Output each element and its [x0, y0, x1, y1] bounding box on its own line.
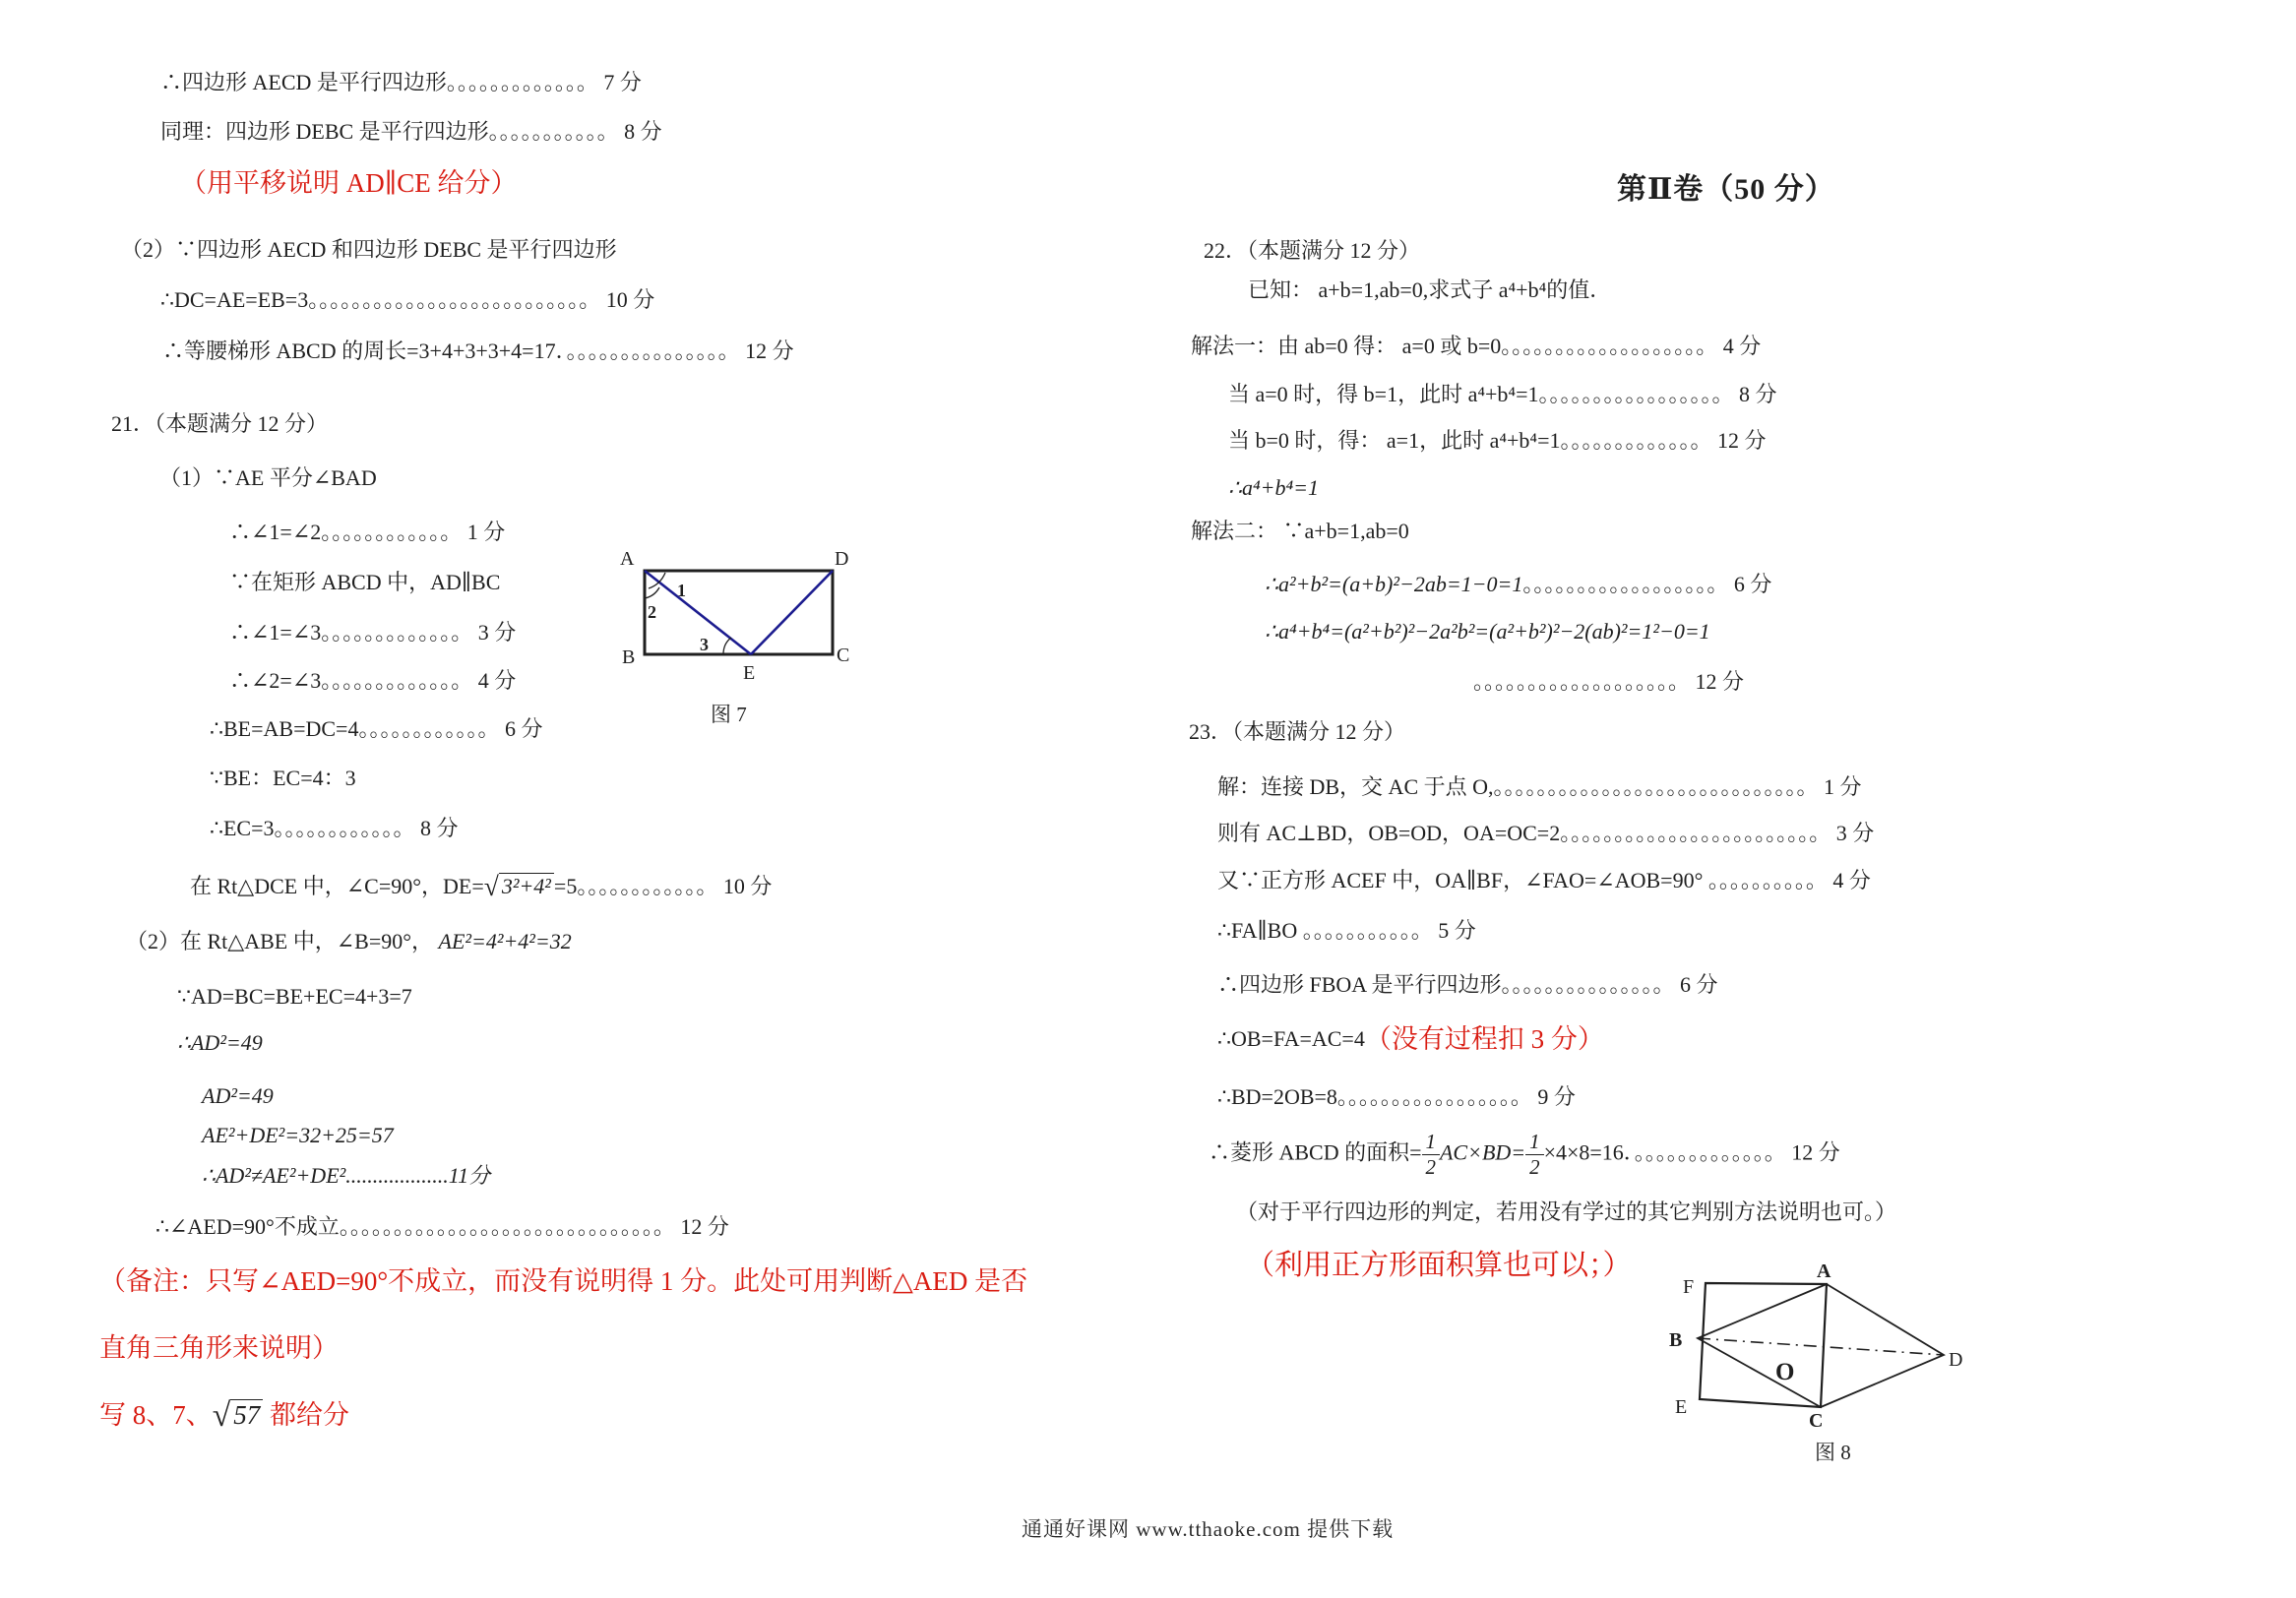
area-suffix: ×4×8=16．。。。。。。。。。。。。。 12 分	[1543, 1139, 1840, 1165]
q23-heading: 23．（本题满分 12 分）	[1189, 719, 1406, 744]
q21-part1-line1: （1）∵AE 平分∠BAD	[159, 465, 377, 490]
q23-step-5pts: ∴FA∥BO 。。。。。。。。。。。 5 分	[1217, 918, 1476, 943]
radical-sign: √	[483, 871, 499, 901]
figure-8-caption: 图 8	[1815, 1441, 1851, 1464]
q22-method2-formula-2: ∴a⁴+b⁴=(a²+b²)²−2a²b²=(a²+b²)²−2(ab)²=1²−0=1	[1265, 619, 1710, 644]
figure-8-drawing	[1661, 1252, 1966, 1439]
vertex-label-b: B	[622, 646, 636, 668]
method2-formula-1: ∴a²+b²=(a+b)²−2ab=1−0=1	[1265, 572, 1523, 596]
area-mid: AC×BD=	[1439, 1139, 1526, 1165]
q22-method1-step-8pts: 当 a=0 时，得 b=1，此时 a⁴+b⁴=1。。。。。。。。。。。。。。。。。 8 分	[1228, 382, 1777, 406]
vertex-label-d: D	[835, 548, 849, 570]
q21-line-ad49a: ∴AD²=49	[177, 1030, 263, 1055]
vertex-label-a: A	[620, 548, 635, 570]
q21-red-note-line1: （备注：只写∠AED=90°不成立，而没有说明得 1 分。此处可用判断△AED 是否	[99, 1266, 1028, 1296]
figure-7-drawing	[608, 539, 884, 692]
q20-step-12pts: ∴等腰梯形 ABCD 的周长=3+4+3+3+4=17．。。。。。。。。。。。。。。。 12 分	[162, 338, 794, 363]
q21-step-1pt: ∴∠1=∠2。。。。。。。。。。。。 1 分	[229, 520, 506, 544]
q20-red-grading-note: （用平移说明 AD∥CE 给分）	[180, 168, 518, 198]
q22-method2-step-12pts: 。。。。。。。。。。。。。。。。。。。 12 分	[1473, 669, 1745, 694]
q23-step-6pts: ∴四边形 FBOA 是平行四边形。。。。。。。。。。。。。。。 6 分	[1217, 972, 1718, 997]
section-title: 第Ⅱ卷（50 分）	[1617, 173, 1835, 206]
segment-de	[751, 571, 833, 654]
angle-arc-2	[645, 587, 659, 598]
vertex-label-b: B	[1669, 1329, 1683, 1351]
part2-prefix: （2）在 Rt△ABE 中，∠B=90°，	[126, 929, 434, 953]
angle-arc-3	[723, 638, 731, 654]
sqrt-expression	[483, 871, 554, 901]
q23-ob-line	[1217, 1023, 1604, 1057]
q23-step-3pts: 则有 AC⊥BD，OB=OD，OA=OC=2。。。。。。。。。。。。。。。。。。。。。。。。 3 分	[1217, 821, 1875, 845]
frac1-denominator: 2	[1425, 1154, 1436, 1179]
q21-step-8pts: ∴EC=3。。。。。。。。。。。。 8 分	[210, 816, 459, 840]
q23-step-4pts: 又∵正方形 ACEF 中，OA∥BF，∠FAO=∠AOB=90° 。。。。。。。。。。 4 分	[1217, 868, 1871, 892]
q22-heading: 22．（本题满分 12 分）	[1204, 238, 1421, 263]
q22-given: 已知： a+b=1,ab=0,求式子 a⁴+b⁴的值．	[1248, 277, 1612, 302]
angle-number-3: 3	[700, 635, 709, 654]
q22-method2-line1: 解法二： ∵a+b=1,ab=0	[1191, 519, 1409, 543]
q21-step-4pts: ∴∠2=∠3。。。。。。。。。。。。。 4 分	[229, 668, 517, 693]
vertex-label-e: E	[1675, 1396, 1688, 1418]
rhombus-edges-ad-dc	[1821, 1284, 1944, 1407]
q21-red-note-line3	[99, 1395, 349, 1437]
ob-line-black: ∴OB=FA=AC=4	[1217, 1026, 1365, 1051]
q21-step-3pts: ∴∠1=∠3。。。。。。。。。。。。。 3 分	[229, 620, 517, 645]
figure-7-caption: 图 7	[711, 703, 747, 726]
q21-line-rect-abcd: ∵在矩形 ABCD 中，AD∥BC	[229, 570, 501, 594]
q21-line-ad49b: AD²=49	[202, 1083, 274, 1108]
q20-step-8pts: 同理：四边形 DEBC 是平行四边形。。。。。。。。。。。 8 分	[160, 119, 662, 144]
q21-heading: 21．（本题满分 12 分）	[111, 411, 329, 436]
sqrt-radicand: 3²+4²	[499, 873, 554, 898]
center-label-o: O	[1775, 1359, 1795, 1385]
vertex-label-d: D	[1949, 1349, 1963, 1371]
q21-red-note-line2: 直角三角形来说明）	[99, 1333, 339, 1363]
segment-ae	[645, 571, 751, 654]
ob-line-red-note: （没有过程扣 3 分）	[1364, 1024, 1604, 1054]
rectangle-abcd	[645, 571, 833, 654]
q20-part2-line1: （2）∵四边形 AECD 和四边形 DEBC 是平行四边形	[121, 237, 617, 262]
q23-red-note: （利用正方形面积算也可以；）	[1246, 1250, 1632, 1281]
method2-dots-1: 。。。。。。。。。。。。。。。。。。 6 分	[1522, 572, 1772, 596]
q23-step-1pt: 解：连接 DB，交 AC 于点 O,。。。。。。。。。。。。。。。。。。。。。。。。。。。。。 1 分	[1217, 774, 1862, 799]
vertex-label-e: E	[743, 662, 756, 684]
vertex-label-c: C	[1809, 1410, 1824, 1432]
q22-method2-step-6pts	[1265, 571, 1771, 598]
vertex-label-c: C	[837, 645, 850, 666]
radical-sign: √	[212, 1397, 231, 1434]
q21-part2-line1	[126, 928, 572, 955]
sqrt57-expression	[212, 1397, 264, 1434]
fraction-one-half-1	[1422, 1132, 1440, 1178]
q21-step-12pts: ∴∠AED=90°不成立。。。。。。。。。。。。。。。。。。。。。。。。。。。。。。 12 分	[155, 1214, 729, 1239]
area-prefix: ∴菱形 ABCD 的面积=	[1209, 1139, 1422, 1165]
vertex-label-a: A	[1817, 1260, 1831, 1282]
q21-line-ae-de: AE²+DE²=32+25=57	[202, 1123, 394, 1147]
fraction-one-half-2	[1525, 1132, 1543, 1178]
q21-step-11pts: ∴AD²≠AE²+DE²...................11分	[202, 1163, 491, 1188]
q22-method1-step-4pts: 解法一：由 ab=0 得： a=0 或 b=0。。。。。。。。。。。。。。。。。。。 4 分	[1191, 334, 1762, 358]
q23-parenthetical-note: （对于平行四边形的判定，若用没有学过的其它判别方法说明也可。）	[1236, 1199, 1897, 1224]
figure-7	[608, 539, 884, 692]
part2-formula: AE²=4²+4²=32	[438, 929, 572, 953]
frac1-numerator: 1	[1422, 1132, 1440, 1155]
frac2-numerator: 1	[1525, 1132, 1543, 1155]
sqrt57-radicand: 57	[230, 1399, 263, 1430]
red-note3-prefix: 写 8、7、	[99, 1400, 213, 1430]
frac2-denominator: 2	[1529, 1154, 1540, 1179]
figure-8	[1661, 1252, 1966, 1439]
sqrt-line-prefix: 在 Rt△DCE 中，∠C=90°，DE=	[190, 874, 484, 898]
q22-method1-step-12pts: 当 b=0 时，得： a=1，此时 a⁴+b⁴=1。。。。。。。。。。。。。 12 分	[1228, 428, 1767, 453]
red-note3-suffix: 都给分	[270, 1400, 350, 1430]
q23-step-9pts: ∴BD=2OB=8。。。。。。。。。。。。。。。。。 9 分	[1217, 1084, 1576, 1109]
q21-line-ad7: ∵AD=BC=BE+EC=4+3=7	[177, 984, 412, 1009]
q22-method1-conclusion: ∴a⁴+b⁴=1	[1228, 475, 1319, 500]
angle-number-2: 2	[648, 602, 656, 622]
angle-number-1: 1	[677, 581, 686, 600]
q21-step-6pts: ∴BE=AB=DC=4。。。。。。。。。。。。 6 分	[210, 716, 543, 741]
q23-area-step-12pts	[1209, 1132, 1840, 1178]
q20-step-10pts: ∴DC=AE=EB=3。。。。。。。。。。。。。。。。。。。。。。。。。。 10 分	[160, 287, 655, 312]
vertex-label-f: F	[1683, 1276, 1695, 1298]
q21-step-10pts	[190, 870, 772, 903]
diagonal-bd-dashed	[1698, 1338, 1944, 1355]
sqrt-line-suffix: =5。。。。。。。。。。。。 10 分	[553, 874, 773, 898]
footer-credit: 通通好课网 www.tthaoke.com 提供下载	[1022, 1517, 1395, 1541]
q20-step-7pts: ∴四边形 AECD 是平行四边形。。。。。。。。。。。。。 7 分	[160, 70, 642, 94]
q21-line-ratio: ∵BE：EC=4：3	[210, 766, 356, 790]
